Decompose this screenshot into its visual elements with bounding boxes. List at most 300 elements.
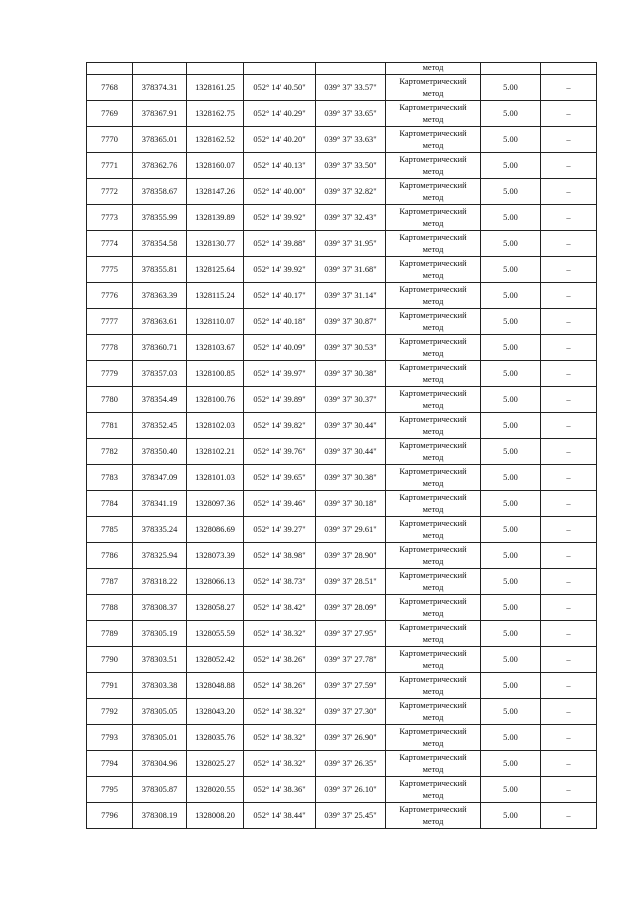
method-text: Картометрический <box>399 804 467 814</box>
method-cell <box>386 725 481 751</box>
latitude-cell: 052° 14' 38.26" <box>244 673 316 699</box>
x-coordinate-cell: 378374.31 <box>133 75 187 101</box>
point-number-cell: 7781 <box>87 413 133 439</box>
table-cell <box>187 63 244 75</box>
note-cell: – <box>541 309 597 335</box>
method-cell <box>386 777 481 803</box>
table-row <box>87 257 597 283</box>
table-row <box>87 387 597 413</box>
note-cell: – <box>541 361 597 387</box>
note-cell: – <box>541 673 597 699</box>
method-cell <box>386 621 481 647</box>
latitude-cell: 052° 14' 38.32" <box>244 751 316 777</box>
x-coordinate-cell: 378357.03 <box>133 361 187 387</box>
y-coordinate-cell: 1328161.25 <box>187 75 244 101</box>
method-cell <box>386 439 481 465</box>
note-cell: – <box>541 413 597 439</box>
x-coordinate-cell: 378347.09 <box>133 465 187 491</box>
method-text: метод <box>422 686 444 696</box>
x-coordinate-cell: 378355.99 <box>133 205 187 231</box>
note-cell: – <box>541 179 597 205</box>
longitude-cell: 039° 37' 26.90" <box>316 725 386 751</box>
longitude-cell: 039° 37' 30.37" <box>316 387 386 413</box>
point-number-cell: 7776 <box>87 283 133 309</box>
method-text: Картометрический <box>399 570 467 580</box>
method-text: метод <box>422 270 444 280</box>
point-number-cell: 7777 <box>87 309 133 335</box>
y-coordinate-cell: 1328147.26 <box>187 179 244 205</box>
note-cell: – <box>541 621 597 647</box>
note-cell: – <box>541 517 597 543</box>
method-cell <box>386 803 481 829</box>
longitude-cell: 039° 37' 30.44" <box>316 439 386 465</box>
accuracy-cell: 5.00 <box>481 413 541 439</box>
x-coordinate-cell: 378305.01 <box>133 725 187 751</box>
note-cell: – <box>541 231 597 257</box>
x-coordinate-cell: 378365.01 <box>133 127 187 153</box>
method-text: Картометрический <box>399 232 467 242</box>
method-text: метод <box>422 374 444 384</box>
longitude-cell: 039° 37' 33.57" <box>316 75 386 101</box>
method-text: метод <box>422 504 444 514</box>
y-coordinate-cell: 1328102.21 <box>187 439 244 465</box>
method-cell <box>386 205 481 231</box>
latitude-cell: 052° 14' 38.44" <box>244 803 316 829</box>
method-text: метод <box>422 582 444 592</box>
point-number-cell: 7795 <box>87 777 133 803</box>
latitude-cell: 052° 14' 38.42" <box>244 595 316 621</box>
coordinates-table-body <box>87 63 597 829</box>
accuracy-cell: 5.00 <box>481 517 541 543</box>
method-cell <box>386 101 481 127</box>
longitude-cell: 039° 37' 31.14" <box>316 283 386 309</box>
longitude-cell: 039° 37' 27.95" <box>316 621 386 647</box>
method-text: метод <box>422 530 444 540</box>
method-text: метод <box>422 478 444 488</box>
latitude-cell: 052° 14' 40.00" <box>244 179 316 205</box>
method-text: Картометрический <box>399 154 467 164</box>
x-coordinate-cell: 378350.40 <box>133 439 187 465</box>
x-coordinate-cell: 378305.19 <box>133 621 187 647</box>
point-number-cell: 7773 <box>87 205 133 231</box>
point-number-cell: 7774 <box>87 231 133 257</box>
longitude-cell: 039° 37' 27.30" <box>316 699 386 725</box>
method-cell <box>386 569 481 595</box>
method-cell <box>386 517 481 543</box>
method-text: Картометрический <box>399 336 467 346</box>
y-coordinate-cell: 1328097.36 <box>187 491 244 517</box>
latitude-cell: 052° 14' 40.17" <box>244 283 316 309</box>
latitude-cell: 052° 14' 38.98" <box>244 543 316 569</box>
latitude-cell: 052° 14' 40.29" <box>244 101 316 127</box>
longitude-cell: 039° 37' 30.18" <box>316 491 386 517</box>
latitude-cell: 052° 14' 39.27" <box>244 517 316 543</box>
accuracy-cell: 5.00 <box>481 361 541 387</box>
accuracy-cell: 5.00 <box>481 179 541 205</box>
longitude-cell: 039° 37' 28.51" <box>316 569 386 595</box>
table-row <box>87 803 597 829</box>
point-number-cell: 7792 <box>87 699 133 725</box>
note-cell: – <box>541 439 597 465</box>
point-number-cell: 7778 <box>87 335 133 361</box>
method-text: метод <box>422 452 444 462</box>
table-row <box>87 673 597 699</box>
point-number-cell: 7791 <box>87 673 133 699</box>
x-coordinate-cell: 378308.19 <box>133 803 187 829</box>
method-text: Картометрический <box>399 388 467 398</box>
continuation-row <box>87 63 597 75</box>
table-row <box>87 101 597 127</box>
point-number-cell: 7780 <box>87 387 133 413</box>
longitude-cell: 039° 37' 31.68" <box>316 257 386 283</box>
note-cell: – <box>541 569 597 595</box>
x-coordinate-cell: 378352.45 <box>133 413 187 439</box>
latitude-cell: 052° 14' 40.20" <box>244 127 316 153</box>
x-coordinate-cell: 378360.71 <box>133 335 187 361</box>
table-row <box>87 283 597 309</box>
note-cell: – <box>541 153 597 179</box>
accuracy-cell: 5.00 <box>481 491 541 517</box>
x-coordinate-cell: 378305.87 <box>133 777 187 803</box>
x-coordinate-cell: 378358.67 <box>133 179 187 205</box>
latitude-cell: 052° 14' 39.65" <box>244 465 316 491</box>
method-text: метод <box>422 556 444 566</box>
longitude-cell: 039° 37' 32.82" <box>316 179 386 205</box>
latitude-cell: 052° 14' 39.82" <box>244 413 316 439</box>
method-text: Картометрический <box>399 726 467 736</box>
x-coordinate-cell: 378335.24 <box>133 517 187 543</box>
longitude-cell: 039° 37' 26.35" <box>316 751 386 777</box>
latitude-cell: 052° 14' 38.26" <box>244 647 316 673</box>
y-coordinate-cell: 1328035.76 <box>187 725 244 751</box>
point-number-cell: 7772 <box>87 179 133 205</box>
accuracy-cell: 5.00 <box>481 205 541 231</box>
accuracy-cell: 5.00 <box>481 75 541 101</box>
y-coordinate-cell: 1328055.59 <box>187 621 244 647</box>
note-cell: – <box>541 257 597 283</box>
method-cell <box>386 673 481 699</box>
note-cell: – <box>541 101 597 127</box>
table-cell <box>133 63 187 75</box>
x-coordinate-cell: 378362.76 <box>133 153 187 179</box>
method-text: Картометрический <box>399 362 467 372</box>
latitude-cell: 052° 14' 40.13" <box>244 153 316 179</box>
method-cell <box>386 179 481 205</box>
table-row <box>87 621 597 647</box>
note-cell: – <box>541 127 597 153</box>
method-text: Картометрический <box>399 258 467 268</box>
latitude-cell: 052° 14' 39.92" <box>244 205 316 231</box>
y-coordinate-cell: 1328102.03 <box>187 413 244 439</box>
longitude-cell: 039° 37' 27.59" <box>316 673 386 699</box>
y-coordinate-cell: 1328073.39 <box>187 543 244 569</box>
latitude-cell: 052° 14' 38.73" <box>244 569 316 595</box>
method-text: метод <box>422 114 444 124</box>
method-cell <box>386 361 481 387</box>
method-text: Картометрический <box>399 102 467 112</box>
method-text: метод <box>422 764 444 774</box>
longitude-cell: 039° 37' 29.61" <box>316 517 386 543</box>
y-coordinate-cell: 1328162.52 <box>187 127 244 153</box>
method-cell <box>386 335 481 361</box>
accuracy-cell: 5.00 <box>481 673 541 699</box>
point-number-cell: 7787 <box>87 569 133 595</box>
y-coordinate-cell: 1328008.20 <box>187 803 244 829</box>
point-number-cell: 7793 <box>87 725 133 751</box>
table-row <box>87 725 597 751</box>
latitude-cell: 052° 14' 39.46" <box>244 491 316 517</box>
method-text: Картометрический <box>399 284 467 294</box>
point-number-cell: 7789 <box>87 621 133 647</box>
method-text: метод <box>422 712 444 722</box>
x-coordinate-cell: 378355.81 <box>133 257 187 283</box>
x-coordinate-cell: 378367.91 <box>133 101 187 127</box>
method-text: метод <box>422 296 444 306</box>
accuracy-cell: 5.00 <box>481 777 541 803</box>
note-cell: – <box>541 647 597 673</box>
y-coordinate-cell: 1328162.75 <box>187 101 244 127</box>
table-row <box>87 75 597 101</box>
table-row <box>87 231 597 257</box>
x-coordinate-cell: 378308.37 <box>133 595 187 621</box>
method-cell <box>386 127 481 153</box>
table-cell <box>87 63 133 75</box>
accuracy-cell: 5.00 <box>481 569 541 595</box>
table-row <box>87 309 597 335</box>
point-number-cell: 7769 <box>87 101 133 127</box>
y-coordinate-cell: 1328110.07 <box>187 309 244 335</box>
x-coordinate-cell: 378354.58 <box>133 231 187 257</box>
method-text: метод <box>422 816 444 826</box>
method-cell <box>386 75 481 101</box>
method-text: метод <box>422 790 444 800</box>
accuracy-cell: 5.00 <box>481 699 541 725</box>
longitude-cell: 039° 37' 33.50" <box>316 153 386 179</box>
table-row <box>87 153 597 179</box>
table-row <box>87 205 597 231</box>
y-coordinate-cell: 1328130.77 <box>187 231 244 257</box>
y-coordinate-cell: 1328043.20 <box>187 699 244 725</box>
point-number-cell: 7771 <box>87 153 133 179</box>
x-coordinate-cell: 378325.94 <box>133 543 187 569</box>
method-cell <box>386 387 481 413</box>
method-text: Картометрический <box>399 76 467 86</box>
y-coordinate-cell: 1328100.85 <box>187 361 244 387</box>
accuracy-cell: 5.00 <box>481 465 541 491</box>
table-row <box>87 517 597 543</box>
method-cell <box>386 257 481 283</box>
note-cell: – <box>541 283 597 309</box>
latitude-cell: 052° 14' 39.89" <box>244 387 316 413</box>
accuracy-cell: 5.00 <box>481 543 541 569</box>
note-cell: – <box>541 751 597 777</box>
table-row <box>87 595 597 621</box>
method-cell <box>386 491 481 517</box>
latitude-cell: 052° 14' 40.09" <box>244 335 316 361</box>
table-cell <box>244 63 316 75</box>
method-cell <box>386 465 481 491</box>
table-row <box>87 335 597 361</box>
method-text: метод <box>422 738 444 748</box>
y-coordinate-cell: 1328101.03 <box>187 465 244 491</box>
coordinates-table <box>86 62 597 829</box>
note-cell: – <box>541 777 597 803</box>
accuracy-cell: 5.00 <box>481 101 541 127</box>
method-text: метод <box>422 140 444 150</box>
note-cell: – <box>541 543 597 569</box>
note-cell: – <box>541 75 597 101</box>
method-cell <box>386 543 481 569</box>
table-row <box>87 179 597 205</box>
method-text: метод <box>422 660 444 670</box>
accuracy-cell: 5.00 <box>481 725 541 751</box>
accuracy-cell: 5.00 <box>481 127 541 153</box>
latitude-cell: 052° 14' 38.36" <box>244 777 316 803</box>
point-number-cell: 7779 <box>87 361 133 387</box>
table-row <box>87 465 597 491</box>
accuracy-cell: 5.00 <box>481 439 541 465</box>
method-text: метод <box>422 348 444 358</box>
method-cell <box>386 309 481 335</box>
method-text: Картометрический <box>399 414 467 424</box>
point-number-cell: 7796 <box>87 803 133 829</box>
y-coordinate-cell: 1328115.24 <box>187 283 244 309</box>
note-cell: – <box>541 491 597 517</box>
method-text: Картометрический <box>399 466 467 476</box>
y-coordinate-cell: 1328058.27 <box>187 595 244 621</box>
accuracy-cell: 5.00 <box>481 595 541 621</box>
point-number-cell: 7768 <box>87 75 133 101</box>
note-cell: – <box>541 725 597 751</box>
method-text: Картометрический <box>399 440 467 450</box>
y-coordinate-cell: 1328103.67 <box>187 335 244 361</box>
accuracy-cell: 5.00 <box>481 751 541 777</box>
point-number-cell: 7788 <box>87 595 133 621</box>
method-text: Картометрический <box>399 778 467 788</box>
method-cell <box>386 63 481 75</box>
note-cell: – <box>541 465 597 491</box>
x-coordinate-cell: 378303.51 <box>133 647 187 673</box>
latitude-cell: 052° 14' 38.32" <box>244 699 316 725</box>
longitude-cell: 039° 37' 30.44" <box>316 413 386 439</box>
accuracy-cell: 5.00 <box>481 257 541 283</box>
point-number-cell: 7790 <box>87 647 133 673</box>
point-number-cell: 7786 <box>87 543 133 569</box>
latitude-cell: 052° 14' 39.97" <box>244 361 316 387</box>
table-row <box>87 777 597 803</box>
x-coordinate-cell: 378303.38 <box>133 673 187 699</box>
point-number-cell: 7783 <box>87 465 133 491</box>
point-number-cell: 7794 <box>87 751 133 777</box>
latitude-cell: 052° 14' 40.50" <box>244 75 316 101</box>
y-coordinate-cell: 1328160.07 <box>187 153 244 179</box>
longitude-cell: 039° 37' 33.65" <box>316 101 386 127</box>
y-coordinate-cell: 1328048.88 <box>187 673 244 699</box>
method-text: метод <box>422 634 444 644</box>
method-text: метод <box>422 608 444 618</box>
method-cell <box>386 413 481 439</box>
longitude-cell: 039° 37' 26.10" <box>316 777 386 803</box>
accuracy-cell: 5.00 <box>481 621 541 647</box>
table-cell <box>481 63 541 75</box>
longitude-cell: 039° 37' 33.63" <box>316 127 386 153</box>
longitude-cell: 039° 37' 31.95" <box>316 231 386 257</box>
latitude-cell: 052° 14' 40.18" <box>244 309 316 335</box>
x-coordinate-cell: 378341.19 <box>133 491 187 517</box>
longitude-cell: 039° 37' 30.87" <box>316 309 386 335</box>
method-text: метод <box>422 63 444 72</box>
note-cell: – <box>541 803 597 829</box>
note-cell: – <box>541 387 597 413</box>
method-text: метод <box>422 244 444 254</box>
point-number-cell: 7775 <box>87 257 133 283</box>
y-coordinate-cell: 1328139.89 <box>187 205 244 231</box>
note-cell: – <box>541 205 597 231</box>
method-cell <box>386 751 481 777</box>
method-text: метод <box>422 88 444 98</box>
x-coordinate-cell: 378318.22 <box>133 569 187 595</box>
method-text: метод <box>422 400 444 410</box>
method-text: Картометрический <box>399 596 467 606</box>
x-coordinate-cell: 378305.05 <box>133 699 187 725</box>
method-text: метод <box>422 218 444 228</box>
method-cell <box>386 699 481 725</box>
method-text: Картометрический <box>399 700 467 710</box>
latitude-cell: 052° 14' 39.92" <box>244 257 316 283</box>
note-cell: – <box>541 699 597 725</box>
method-cell <box>386 595 481 621</box>
method-text: Картометрический <box>399 648 467 658</box>
y-coordinate-cell: 1328066.13 <box>187 569 244 595</box>
y-coordinate-cell: 1328020.55 <box>187 777 244 803</box>
accuracy-cell: 5.00 <box>481 283 541 309</box>
longitude-cell: 039° 37' 25.45" <box>316 803 386 829</box>
method-text: Картометрический <box>399 752 467 762</box>
method-text: метод <box>422 322 444 332</box>
point-number-cell: 7770 <box>87 127 133 153</box>
longitude-cell: 039° 37' 28.90" <box>316 543 386 569</box>
method-text: Картометрический <box>399 674 467 684</box>
x-coordinate-cell: 378354.49 <box>133 387 187 413</box>
note-cell: – <box>541 595 597 621</box>
y-coordinate-cell: 1328125.64 <box>187 257 244 283</box>
table-row <box>87 413 597 439</box>
method-text: метод <box>422 426 444 436</box>
x-coordinate-cell: 378304.96 <box>133 751 187 777</box>
method-text: Картометрический <box>399 128 467 138</box>
latitude-cell: 052° 14' 39.76" <box>244 439 316 465</box>
accuracy-cell: 5.00 <box>481 647 541 673</box>
longitude-cell: 039° 37' 30.38" <box>316 361 386 387</box>
method-text: Картометрический <box>399 518 467 528</box>
method-text: Картометрический <box>399 544 467 554</box>
table-row <box>87 647 597 673</box>
method-text: Картометрический <box>399 180 467 190</box>
table-row <box>87 543 597 569</box>
method-text: Картометрический <box>399 622 467 632</box>
x-coordinate-cell: 378363.61 <box>133 309 187 335</box>
longitude-cell: 039° 37' 32.43" <box>316 205 386 231</box>
point-number-cell: 7782 <box>87 439 133 465</box>
method-text: Картометрический <box>399 206 467 216</box>
y-coordinate-cell: 1328025.27 <box>187 751 244 777</box>
table-row <box>87 491 597 517</box>
point-number-cell: 7784 <box>87 491 133 517</box>
method-cell <box>386 231 481 257</box>
y-coordinate-cell: 1328052.42 <box>187 647 244 673</box>
table-row <box>87 439 597 465</box>
table-row <box>87 569 597 595</box>
